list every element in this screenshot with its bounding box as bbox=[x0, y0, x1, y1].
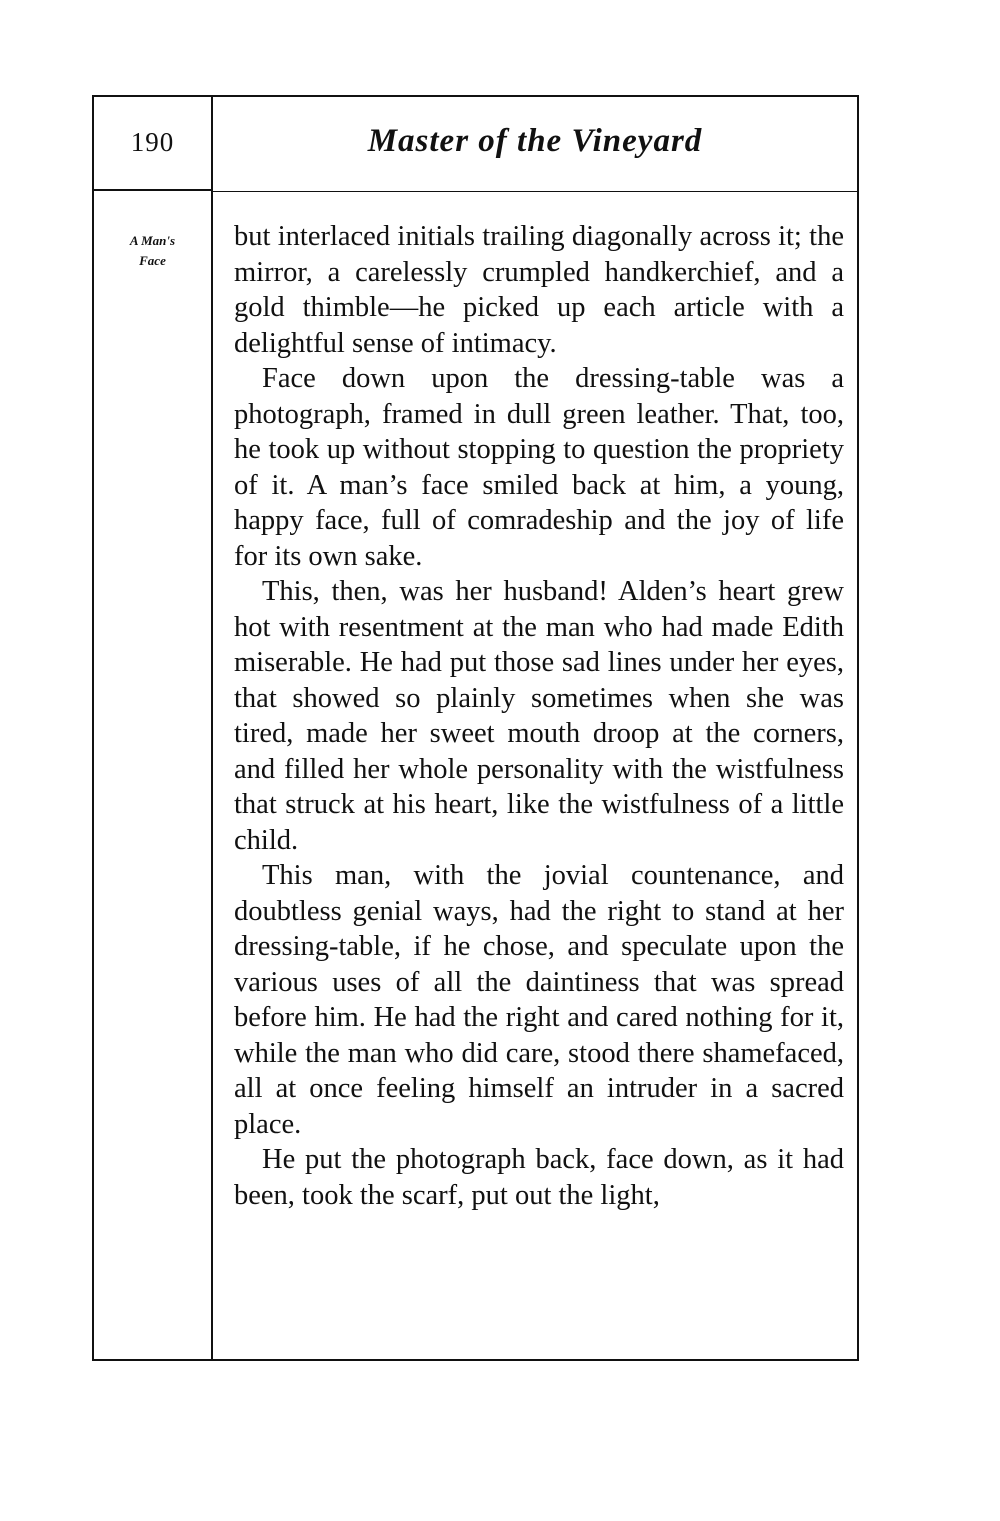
page-number: 190 bbox=[130, 127, 175, 157]
paragraph-3: This, then, was her husband! Alden’s heart grew hot with resentment at the man who had made Edith miserable. He had put those sad lines under her eyes, that showed so plainly sometimes when she was tired, made her sweet mouth droop at the corners, and filled her whole personality with the wistfulness that struck at his heart, like the wistfulness of a little child. bbox=[234, 576, 844, 856]
paragraph-5: He put the photograph back, face down, as it had been, took the scarf, put out the light, bbox=[234, 1144, 844, 1211]
page-frame bbox=[92, 95, 859, 1361]
marginal-note bbox=[94, 231, 211, 271]
paragraph-1: but interlaced initials trailing diagonally across it; the mirror, a carelessly crumpled handkerchief, and a gold thimble—he picked up each article with a delightful sense of intimacy. bbox=[234, 221, 844, 359]
header-rule-left bbox=[94, 189, 213, 191]
paragraph-2: Face down upon the dressing-table was a photograph, framed in dull green leather. That, too, he took up without stopping to question the propriety of it. A man’s face smiled back at him, a young, happy face, full of comradeship and the joy of life for its own sake. bbox=[234, 363, 844, 572]
running-title: Master of the Vineyard bbox=[367, 123, 703, 159]
marginal-note-line-2: Face bbox=[139, 253, 166, 268]
header-rule-right bbox=[213, 191, 857, 192]
marginal-note-line-1: A Man's bbox=[129, 233, 176, 248]
paragraph-4: This man, with the jovial countenance, and doubtless genial ways, had the right to stand at her dressing-table, if he chose, and speculate upon the various uses of all the daintiness that was spread before him. He had the right and cared nothing for it, while the man who did care, stood there shamefaced, all at once feeling himself an intruder in a sacred place. bbox=[234, 860, 844, 1140]
margin-divider bbox=[211, 97, 213, 1359]
body-text bbox=[234, 219, 844, 1213]
